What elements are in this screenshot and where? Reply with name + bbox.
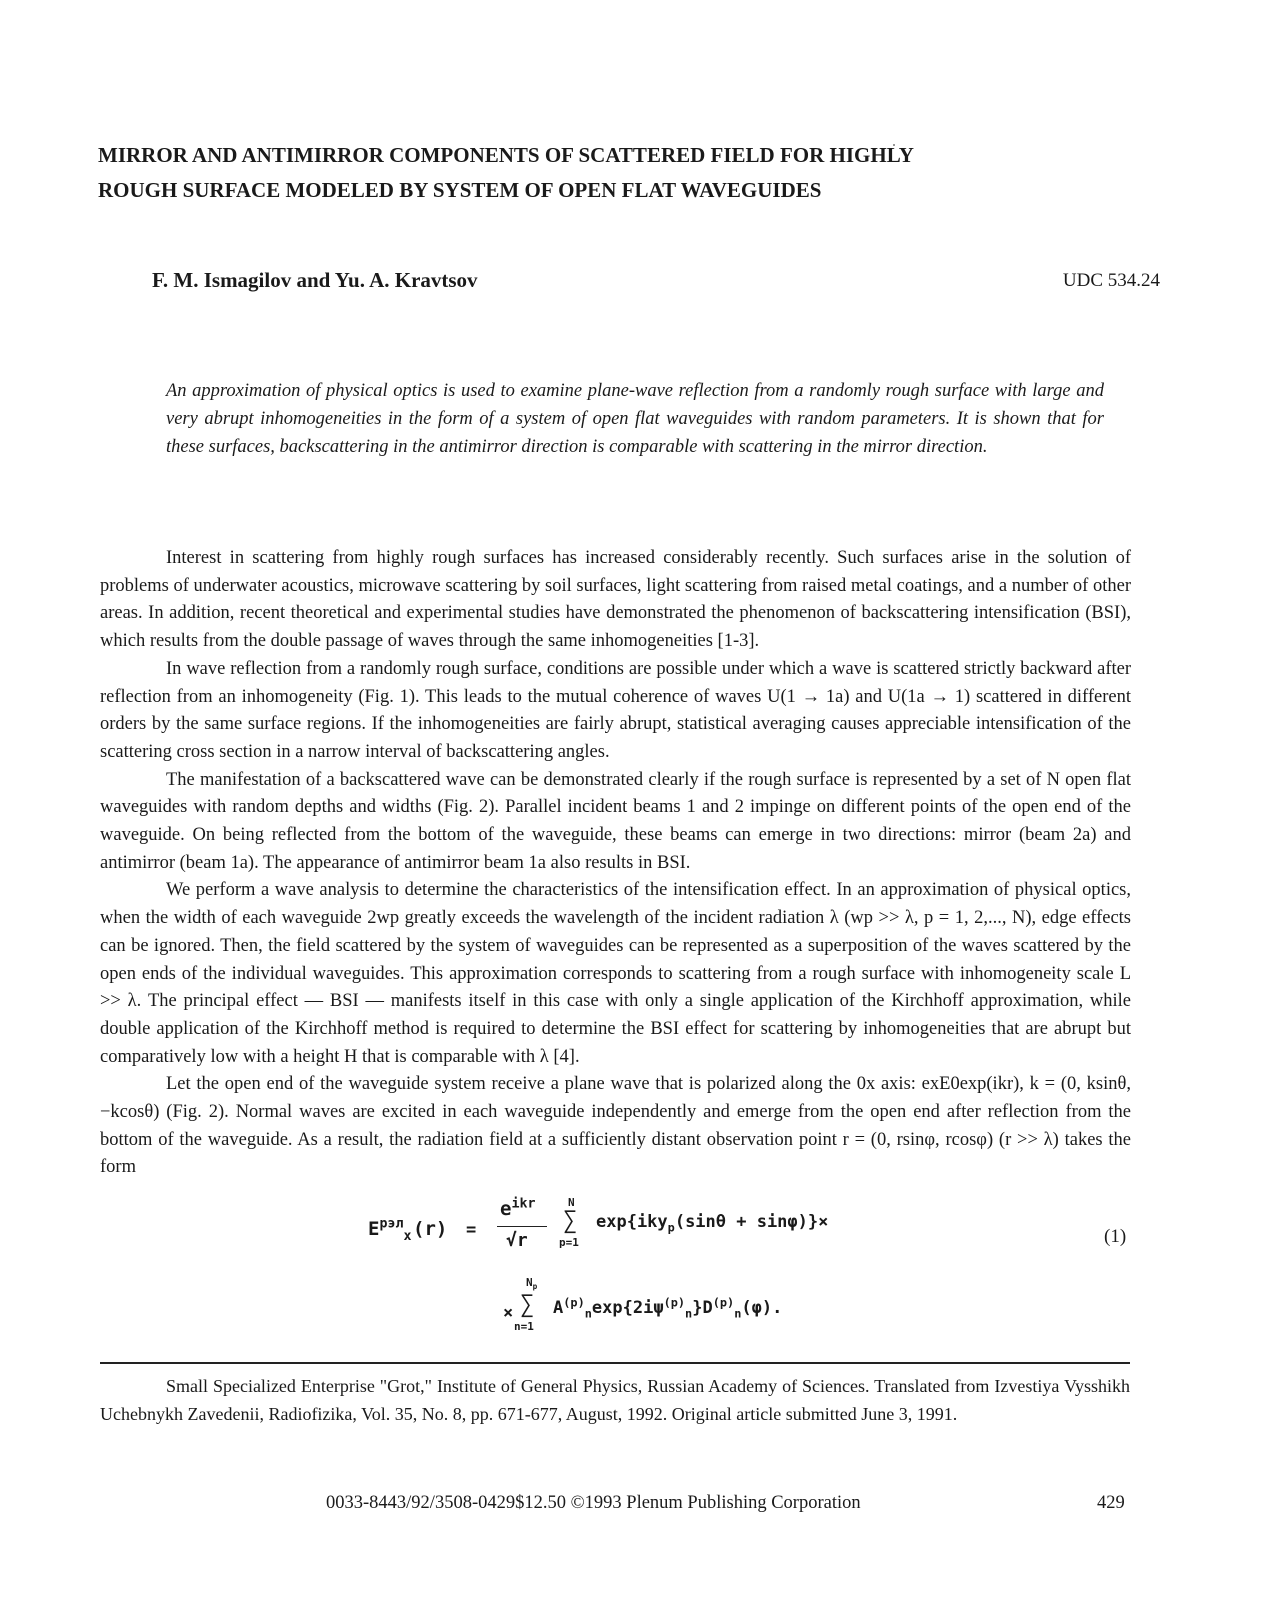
eq-sum1-bottom: p=1: [559, 1236, 579, 1249]
udc-code: UDC 534.24: [1062, 270, 1160, 291]
eq-sum2-bottom: n=1: [514, 1320, 534, 1333]
footnote-rule: [100, 1362, 1130, 1364]
eq-sum1-sigma: ∑: [563, 1206, 578, 1234]
paragraph-3: The manifestation of a backscattered wave can be demonstrated clearly if the rough surface is represented by a set of N open flat waveguides with random depths and widths (Fig. 2). Parallel incident beams 1 and 2 impinge on different points of the open end of the waveguide. On being reflected from the bottom of the waveguide, these beams can emerge in two directions: mirror (beam 2a) and antimirror (beam 1a). The appearance of antimirror beam 1a also results in BSI.: [100, 769, 1131, 873]
eq-line1-term: exp{iky$_p$(sinθ + sinφ)}×: [596, 1212, 829, 1235]
footer-code: 0033-8443/92/3508-0429$12.50 ©1993 Plenum Publishing Corporation: [326, 1493, 861, 1513]
paragraph-2: In wave reflection from a randomly rough surface, conditions are possible under which a wave is scattered strictly backward after reflection from an inhomogeneity (Fig. 1). This leads to the mutual coherence of waves U(1 → 1a) and U(1a → 1) scattered in different orders by the same surface regions. If the inhomogeneities are fairly abrupt, statistical averaging causes appreciable intensification of the scattering cross section in a narrow interval of backscattering angles.: [100, 658, 1131, 762]
paragraph-1: Interest in scattering from highly rough surfaces has increased considerably recently. Such surfaces arise in the solution of problems of underwater acoustics, microwave scattering by soil surfaces, light scattering from raised metal coatings, and a number of other areas. In addition, recent theoretical and experimental studies have demonstrated the phenomenon of backscattering intensification (BSI), which results from the double passage of waves through the same inhomogeneities [1-3].: [100, 548, 1131, 652]
eq-frac-den: √r: [506, 1230, 528, 1251]
authors: F. M. Ismagilov and Yu. A. Kravtsov: [152, 268, 478, 292]
eq-equals: =: [466, 1220, 477, 1240]
eq-times: ×: [503, 1303, 514, 1323]
abstract: An approximation of physical optics is used to examine plane-wave reflection from a randomly rough surface with large and very abrupt inhomogeneities in the form of a system of open flat waveguides with random parameters. It is shown that for these surfaces, backscattering in the antimirror direction is comparable with scattering in the mirror direction.: [166, 381, 1104, 457]
equation-number: (1): [1104, 1226, 1127, 1247]
paragraph-5: Let the open end of the waveguide system receive a plane wave that is polarized along the 0x axis: exE0exp(ikr), k = (0, ksinθ, −kcosθ) (Fig. 2). Normal waves are excited in each waveguide independently and emerge from the open end after reflection from the bottom of the waveguide. As a result, the radiation field at a sufficiently distant observation point r = (0, rsinφ, rcosφ) (r >> λ) takes the form: [100, 1074, 1131, 1178]
body-text: [100, 545, 1131, 1182]
footnote: Small Specialized Enterprise "Grot," Institute of General Physics, Russian Academy of Sciences. Translated from Izvestiya Vysshikh Uchebnykh Zavedenii, Radiofizika, Vol. 35, No. 8, pp. 671-677, August, 1992. Original article submitted June 3, 1991.: [100, 1376, 1130, 1424]
page-number: 429: [1097, 1493, 1125, 1513]
eq-arg: (r): [413, 1218, 448, 1240]
eq-sum2-top: $N_p$: [526, 1276, 538, 1292]
eq-frac-num: $e^{ikr}$: [500, 1196, 536, 1220]
eq-fraction-bar: [497, 1226, 547, 1227]
eq-sum2-sigma: ∑: [520, 1290, 535, 1318]
eq-line2-body: $A^{(p)}_n\exp\{2i\psi^{(p)}_n\}D^{(p)}_n(\varphi)$.: [553, 1295, 783, 1321]
paragraph-4: We perform a wave analysis to determine the characteristics of the intensification effect. In an approximation of physical optics, when the width of each waveguide 2wp greatly exceeds the wavelength of the incident radiation λ (wp >> λ, p = 1, 2,..., N), edge effects can be ignored. Then, the field scattered by the system of waveguides can be represented as a superposition of the waves scattered by the open ends of the individual waveguides. This approximation corresponds to scattering from a rough surface with inhomogeneity scale L >> λ. The principal effect — BSI — manifests itself in this case with only a single application of the Kirchhoff approximation, while double application of the Kirchhoff method is required to determine the BSI effect for scattering by inhomogeneities that are abrupt but comparatively low with a height H that is comparable with λ [4].: [100, 880, 1131, 1067]
paper-title: MIRROR AND ANTIMIRROR COMPONENTS OF SCATTERED FIELD FOR HIGHLY ROUGH SURFACE MODELED BY SYSTEM OF OPEN FLAT WAVEGUIDES: [98, 143, 914, 202]
eq-lhs: $E^{рэл}_x$: [368, 1216, 412, 1244]
eq-sum1-top: N: [568, 1196, 575, 1209]
